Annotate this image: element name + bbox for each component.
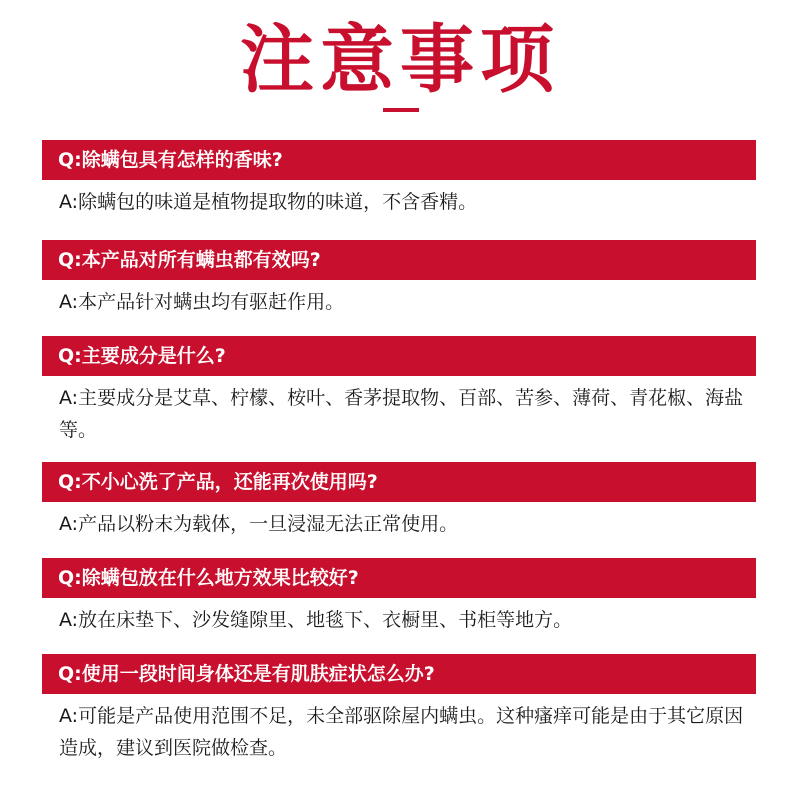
faq-question: Q:使用一段时间身体还是有肌肤症状怎么办?	[42, 654, 756, 694]
faq-question: Q:不小心洗了产品，还能再次使用吗?	[42, 462, 756, 502]
title-underline	[383, 108, 419, 112]
faq-answer: A:主要成分是艾草、柠檬、桉叶、香茅提取物、百部、苦参、薄荷、青花椒、海盐等。	[59, 387, 744, 441]
faq-answer: A:放在床垫下、沙发缝隙里、地毯下、衣橱里、书柜等地方。	[59, 609, 573, 631]
faq-answer: A:可能是产品使用范围不足，未全部驱除屋内螨虫。这种瘙痒可能是由于其它原因造成，建议到医院做检查。	[59, 705, 744, 759]
faq-item	[42, 654, 756, 764]
faq-answer: A:产品以粉末为载体，一旦浸湿无法正常使用。	[59, 513, 459, 535]
faq-question: Q:本产品对所有螨虫都有效吗?	[42, 240, 756, 280]
faq-answer: A:本产品针对螨虫均有驱赶作用。	[59, 291, 345, 313]
faq-question: Q:除螨包具有怎样的香味?	[42, 140, 756, 180]
faq-item	[42, 336, 756, 446]
faq-question: Q:主要成分是什么?	[42, 336, 756, 376]
faq-question: Q:除螨包放在什么地方效果比较好?	[42, 558, 756, 598]
faq-item	[42, 240, 756, 318]
faq-answer: A:除螨包的味道是植物提取物的味道，不含香精。	[59, 191, 478, 213]
page-title: 注意事项	[240, 17, 560, 103]
faq-item	[42, 462, 756, 540]
faq-item	[42, 558, 756, 636]
faq-item	[42, 140, 756, 218]
